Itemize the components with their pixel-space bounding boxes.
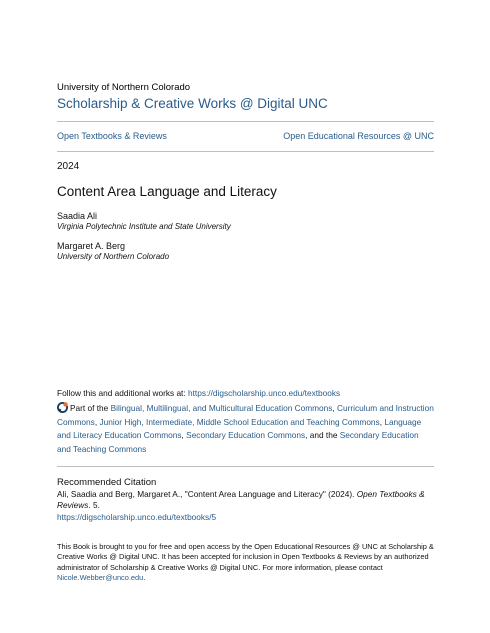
commons-link[interactable]: Curriculum and Instruction Commons: [57, 403, 434, 427]
collection-link[interactable]: Open Textbooks & Reviews: [57, 131, 167, 141]
separator: ,: [379, 416, 385, 427]
part-of-prefix: Part of the: [70, 403, 111, 413]
citation-heading: Recommended Citation: [57, 477, 157, 488]
citation-url-link[interactable]: https://digscholarship.unco.edu/textbooks/5: [57, 512, 217, 522]
divider-citation: [57, 466, 434, 467]
notice-end: .: [143, 572, 146, 582]
repository-link[interactable]: Scholarship & Creative Works @ Digital UNC: [57, 96, 328, 111]
parent-collection-link[interactable]: Open Educational Resources @ UNC: [283, 131, 434, 141]
commons-network-icon: [57, 402, 68, 413]
follow-url-link[interactable]: https://digscholarship.unco.edu/textbooks: [187, 388, 341, 398]
separator: ,: [332, 403, 338, 413]
author-affiliation: University of Northern Colorado: [57, 252, 170, 261]
commons-link[interactable]: Secondary Education and Teaching Commons: [57, 430, 419, 454]
author-affiliation: Virginia Polytechnic Institute and State University: [57, 222, 231, 231]
follow-line: [57, 388, 340, 398]
part-of-commons: [57, 402, 434, 456]
commons-link[interactable]: Bilingual, Multilingual, and Multicultural Education Commons: [110, 403, 333, 413]
author-name: Margaret A. Berg: [57, 241, 126, 251]
cover-page: [57, 0, 434, 633]
citation-number: . 5.: [88, 500, 100, 510]
access-notice: [57, 542, 434, 583]
author-name: Saadia Ali: [57, 211, 98, 221]
divider-top: [57, 121, 434, 122]
institution-name: University of Northern Colorado: [57, 82, 191, 93]
separator: ,: [181, 430, 187, 440]
notice-text: This Book is brought to you for free and open access by the Open Educational Resources @ UNC at Scholarship & Creative Works @ Digital UNC. It has been accepted for inclusion in Open Textbooks & Reviews by an authorized administrator of Scholarship & Creative Works @ Digital UNC. For more information, please contact: [57, 542, 434, 572]
commons-link[interactable]: Secondary Education Commons: [186, 430, 306, 440]
publication-year: 2024: [57, 161, 80, 172]
citation-text: [57, 489, 434, 511]
citation-body: Ali, Saadia and Berg, Margaret A., "Content Area Language and Literacy" (2024).: [57, 489, 357, 499]
work-title: Content Area Language and Literacy: [57, 184, 277, 199]
follow-text: Follow this and additional works at:: [57, 388, 188, 398]
commons-link[interactable]: Junior High, Intermediate, Middle School Education and Teaching Commons: [99, 416, 380, 427]
separator: ,: [94, 416, 100, 427]
commons-link[interactable]: Language and Literacy Education Commons: [57, 416, 422, 440]
contact-email-link[interactable]: Nicole.Webber@unco.edu: [57, 572, 144, 582]
separator: , and the: [305, 430, 340, 440]
divider-nav: [57, 151, 434, 152]
citation-series: Open Textbooks & Reviews: [57, 489, 425, 510]
